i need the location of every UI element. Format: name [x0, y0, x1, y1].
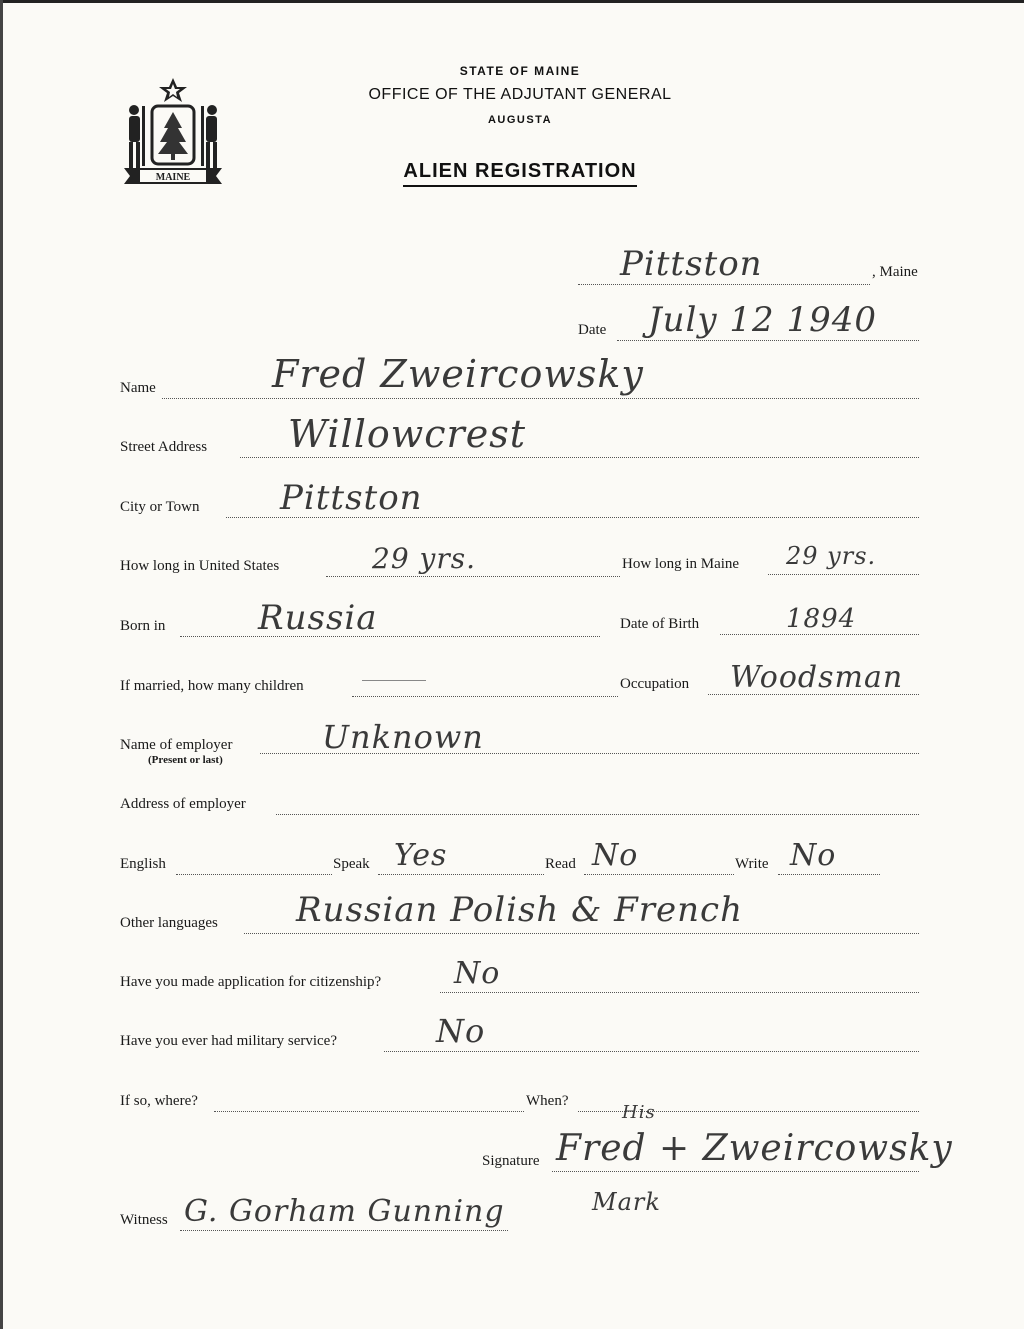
date-value: July 12 1940	[648, 300, 878, 340]
street-address-label: Street Address	[120, 439, 208, 455]
born-in-value: Russia	[258, 598, 378, 638]
speak-line	[378, 874, 544, 875]
how-long-maine-label: How long in Maine	[622, 556, 740, 572]
town-value: Pittston	[620, 244, 763, 284]
citizenship-label: Have you made application for citizenship?	[120, 974, 382, 990]
children-label: If married, how many children	[120, 678, 304, 694]
maine-state-seal-icon	[120, 76, 226, 198]
date-of-birth-line	[720, 634, 919, 635]
city-or-town-label: City or Town	[120, 499, 200, 515]
town-line	[578, 284, 870, 285]
children-dash-mark	[362, 680, 426, 681]
born-in-label: Born in	[120, 618, 166, 634]
seal-banner-text: MAINE	[155, 172, 191, 183]
header-state: STATE OF MAINE	[459, 64, 581, 78]
citizenship-value: No	[454, 956, 501, 991]
english-line	[176, 874, 332, 875]
date-line	[617, 340, 919, 341]
other-languages-label: Other languages	[120, 915, 218, 931]
header-office: OFFICE OF THE ADJUTANT GENERAL	[368, 86, 672, 103]
children-line	[352, 696, 618, 697]
write-line	[778, 874, 880, 875]
occupation-label: Occupation	[620, 676, 690, 692]
signature-value: Fred + Zweircowsky	[556, 1128, 953, 1169]
how-long-us-line	[326, 576, 620, 577]
speak-label: Speak	[333, 856, 370, 872]
english-label: English	[120, 856, 166, 872]
signature-label: Signature	[482, 1153, 540, 1169]
scan-edge-top	[0, 0, 1024, 3]
other-languages-value: Russian Polish & French	[296, 890, 743, 930]
occupation-value: Woodsman	[730, 660, 904, 695]
how-long-maine-value: 29 yrs.	[786, 542, 877, 570]
employer-name-label: Name of employer	[120, 737, 233, 753]
military-line	[384, 1051, 919, 1052]
speak-value: Yes	[394, 838, 448, 873]
name-label: Name	[120, 380, 156, 396]
other-languages-line	[244, 933, 919, 934]
military-value: No	[436, 1012, 486, 1050]
where-line	[214, 1111, 524, 1112]
military-label: Have you ever had military service?	[120, 1033, 337, 1049]
write-value: No	[790, 838, 837, 873]
form-title	[300, 160, 740, 183]
how-long-maine-line	[768, 574, 919, 575]
born-in-line	[180, 636, 600, 637]
signature-mark-above: His	[622, 1102, 656, 1123]
name-line	[162, 398, 919, 399]
read-label: Read	[545, 856, 576, 872]
signature-line	[552, 1171, 919, 1172]
employer-address-label: Address of employer	[120, 796, 246, 812]
write-label: Write	[735, 856, 769, 872]
street-address-line	[240, 457, 919, 458]
street-address-value: Willowcrest	[288, 412, 526, 456]
where-label: If so, where?	[120, 1093, 198, 1109]
read-line	[584, 874, 734, 875]
witness-line	[180, 1230, 508, 1231]
date-label: Date	[578, 322, 607, 338]
witness-value: G. Gorham Gunning	[184, 1194, 505, 1229]
signature-mark-below: Mark	[592, 1188, 661, 1216]
form-title-text: ALIEN REGISTRATION	[403, 160, 636, 187]
how-long-us-value: 29 yrs.	[372, 542, 477, 575]
employer-name-value: Unknown	[322, 718, 484, 756]
employer-name-sublabel: (Present or last)	[148, 754, 223, 766]
date-of-birth-value: 1894	[786, 604, 857, 634]
witness-label: Witness	[120, 1212, 168, 1228]
header-city: AUGUSTA	[487, 114, 553, 126]
town-suffix: , Maine	[872, 264, 918, 280]
citizenship-line	[440, 992, 919, 993]
scan-edge-left	[0, 0, 3, 1329]
city-or-town-value: Pittston	[280, 478, 423, 518]
read-value: No	[592, 838, 639, 873]
date-of-birth-label: Date of Birth	[620, 616, 700, 632]
name-value: Fred Zweircowsky	[272, 352, 644, 396]
when-label: When?	[526, 1093, 569, 1109]
how-long-us-label: How long in United States	[120, 558, 280, 574]
employer-address-line	[276, 814, 919, 815]
